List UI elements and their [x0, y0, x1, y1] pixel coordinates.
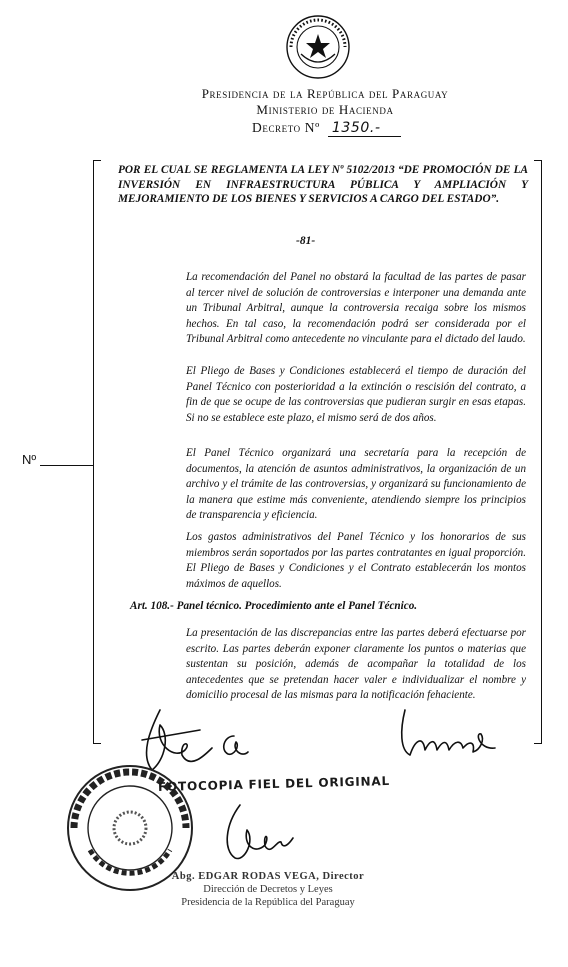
decree-label: Decreto Nº	[252, 120, 320, 135]
article-paragraph: La presentación de las discrepancias entre las partes deberá efectuarse por escrito. Las partes deberán exponer claramente los puntos o materias que sustentan su posición, además de acompañar la totalidad de los antecedentes que se pretendan hacer valer e individualizar el nombre y domicilio procesal de las mismas para la notificación fehaciente.	[186, 627, 526, 702]
left-margin-bracket	[93, 160, 101, 744]
page-number: -81-	[296, 235, 316, 247]
header-ministry: Ministerio de Hacienda	[256, 102, 394, 117]
national-seal-icon	[283, 12, 353, 82]
certifier-office: Dirección de Decretos y Leyes	[203, 884, 333, 895]
header-presidency: Presidencia de la República del Paraguay	[201, 86, 449, 101]
decree-title: POR EL CUAL SE REGLAMENTA LA LEY Nº 5102/2013 “DE PROMOCIÓN DE LA INVERSIÓN EN INFRAESTRUCTURA PÚBLICA Y AMPLIACIÓN Y MEJORAMIENTO DE LOS BIENES Y SERVICIOS A CARGO DEL ESTADO”.	[118, 164, 528, 205]
margin-number-label: Nº	[22, 452, 37, 467]
article-heading: Art. 108.- Panel técnico. Procedimiento ante el Panel Técnico.	[130, 600, 418, 612]
paragraph: El Pliego de Bases y Condiciones establecerá el tiempo de duración del Panel Técnico con posterioridad a la extinción o rescisión del contrato, a fin de que se ocupe de las controversias que pudieran surgir en esas etapas. Si no se establece este plazo, el mismo será de dos años.	[186, 365, 526, 424]
paragraph: El Panel Técnico organizará una secretaría para la recepción de documentos, la atención de asuntos administrativos, la organización de un archivo y el trámite de las controversias, y organizará su funcionamiento de la manera que estime más conveniente, atendiendo siempre los principios de transparencia y eficiencia.	[186, 447, 526, 522]
margin-number-line	[40, 465, 94, 466]
right-margin-bracket	[534, 160, 542, 744]
decree-number: 1350.-	[328, 120, 401, 137]
paragraph: Los gastos administrativos del Panel Técnico y los honorarios de sus miembros serán soportados por las partes contratantes en igual proporción. El Pliego de Bases y Condiciones y el Contrato establecerán los montos máximos de aquellos.	[186, 531, 526, 590]
initials-icon	[212, 732, 252, 762]
certified-copy-stamp: FOTOCOPIA FIEL DEL ORIGINAL	[157, 773, 391, 795]
paragraph: La recomendación del Panel no obstará la facultad de las partes de pasar al tercer nivel de solución de controversias e interponer una demanda ante un Tribunal Arbitral, aunque la controversia recaiga sobre los mismos hechos. En tal caso, la recomendación podrá ser considerada por el Tribunal Arbitral como antecedente no vinculante para el dictado del laudo.	[186, 271, 526, 346]
certifier-institution: Presidencia de la República del Paraguay	[181, 897, 355, 908]
signature-right-icon	[385, 700, 505, 770]
certifier-name: Abg. EDGAR RODAS VEGA, Director	[171, 871, 365, 882]
certifier-block	[168, 870, 368, 909]
signature-director-icon	[215, 800, 305, 870]
decree-number-line	[252, 120, 401, 136]
